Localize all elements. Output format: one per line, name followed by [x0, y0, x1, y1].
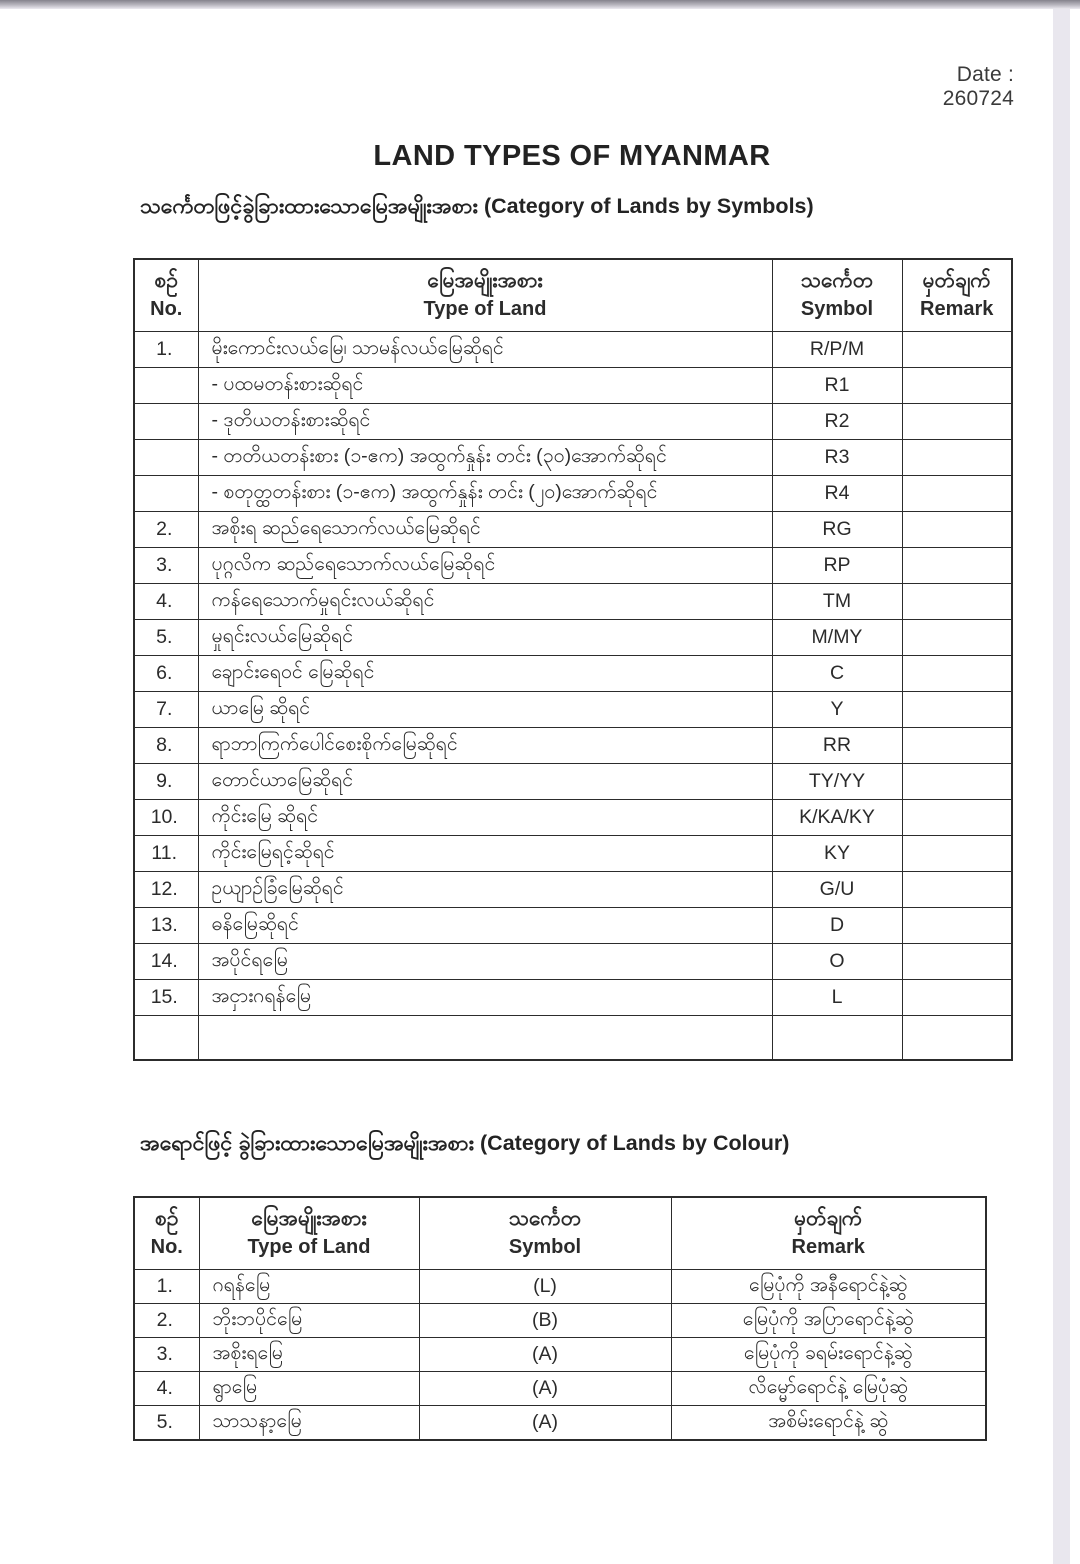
- row-number-cell: [134, 476, 198, 512]
- symbol-header-burmese: သင်္ကေတ: [800, 269, 874, 292]
- symbol-cell: G/U: [772, 872, 902, 908]
- table-row: [134, 1338, 986, 1372]
- type-header-burmese: မြေအမျိုးအစား: [427, 269, 543, 292]
- row-number-cell: 5.: [134, 620, 198, 656]
- type-header-english: Type of Land: [247, 1236, 371, 1259]
- row-number-cell: 3.: [134, 548, 198, 584]
- land-type-cell: မှုရင်းလယ်မြေဆိုရင်: [198, 620, 772, 656]
- row-number-cell: 7.: [134, 692, 198, 728]
- symbol-cell: R2: [772, 404, 902, 440]
- land-type-cell: ချောင်းရေဝင် မြေဆိုရင်: [198, 656, 772, 692]
- land-type-cell: ဘိုးဘပိုင်မြေ: [199, 1304, 419, 1338]
- land-type-cell: သာသနာ့မြေ: [199, 1406, 419, 1441]
- row-number-cell: 4.: [134, 584, 198, 620]
- row-number-cell: 15.: [134, 980, 198, 1016]
- remark-cell: [902, 872, 1012, 908]
- row-number-cell: 8.: [134, 728, 198, 764]
- table-header-row: [134, 259, 1012, 332]
- remark-column-header: [902, 259, 1012, 332]
- remark-cell: [902, 440, 1012, 476]
- symbol-cell: KY: [772, 836, 902, 872]
- symbol-header-english: Symbol: [800, 298, 874, 321]
- land-type-cell: - တတိယတန်းစား (၁-ဧက) အထွက်နှုန်း တင်း (၃၀)အောက်ဆိုရင်: [198, 440, 772, 476]
- table-row: [134, 584, 1012, 620]
- photo-top-edge: [0, 0, 1080, 9]
- page-right-edge: [1053, 9, 1070, 1564]
- type-header-burmese: မြေအမျိုးအစား: [251, 1207, 367, 1230]
- table-row: [134, 1016, 1012, 1060]
- land-type-cell: [198, 1016, 772, 1060]
- type-column-header: [199, 1197, 419, 1270]
- table-row: [134, 476, 1012, 512]
- symbol-cell: C: [772, 656, 902, 692]
- section-heading-symbols: သင်္ကေတဖြင့်ခွဲခြားထားသောမြေအမျိုးအစား (Category of Lands by Symbols): [140, 194, 814, 218]
- table-row: [134, 836, 1012, 872]
- remark-cell: [902, 764, 1012, 800]
- colours-table: [133, 1196, 987, 1441]
- row-number-cell: 2.: [134, 512, 198, 548]
- table-row: [134, 440, 1012, 476]
- date-label: Date : 260724: [942, 63, 1014, 110]
- remark-cell: [902, 656, 1012, 692]
- remark-cell: [902, 692, 1012, 728]
- no-column-header: [134, 259, 198, 332]
- table-row: [134, 368, 1012, 404]
- remark-header-english: Remark: [791, 1236, 865, 1259]
- land-type-cell: တောင်ယာမြေဆိုရင်: [198, 764, 772, 800]
- symbol-column-header: [419, 1197, 671, 1270]
- row-number-cell: 1.: [134, 332, 198, 368]
- table-row: [134, 656, 1012, 692]
- remark-cell: အစိမ်းရောင်နဲ့ ဆွဲ: [671, 1406, 986, 1441]
- table-row: [134, 800, 1012, 836]
- remark-cell: [902, 404, 1012, 440]
- row-number-cell: 10.: [134, 800, 198, 836]
- symbol-cell: K/KA/KY: [772, 800, 902, 836]
- symbol-cell: [772, 1016, 902, 1060]
- row-number-cell: 14.: [134, 944, 198, 980]
- symbol-cell: R4: [772, 476, 902, 512]
- row-number-cell: [134, 368, 198, 404]
- land-type-cell: ယာမြေ ဆိုရင်: [198, 692, 772, 728]
- row-number-cell: 11.: [134, 836, 198, 872]
- land-type-cell: ကိုင်းမြေရင့်ဆိုရင်: [198, 836, 772, 872]
- symbol-cell: RP: [772, 548, 902, 584]
- row-number-cell: 12.: [134, 872, 198, 908]
- land-type-cell: ဂရန်မြေ: [199, 1270, 419, 1304]
- table-row: [134, 548, 1012, 584]
- remark-cell: [902, 836, 1012, 872]
- symbol-cell: (L): [419, 1270, 671, 1304]
- symbol-cell: (A): [419, 1406, 671, 1441]
- table-row: [134, 1270, 986, 1304]
- table-row: [134, 728, 1012, 764]
- symbol-cell: (A): [419, 1372, 671, 1406]
- no-column-header: [134, 1197, 199, 1270]
- symbols-table: [133, 258, 1013, 1061]
- remark-cell: [902, 728, 1012, 764]
- row-number-cell: 13.: [134, 908, 198, 944]
- land-type-cell: - ဒုတိယတန်းစားဆိုရင်: [198, 404, 772, 440]
- symbol-cell: Y: [772, 692, 902, 728]
- remark-cell: [902, 944, 1012, 980]
- remark-cell: မြေပုံကို ခရမ်းရောင်နဲ့ဆွဲ: [671, 1338, 986, 1372]
- remark-cell: [902, 332, 1012, 368]
- remark-cell: [902, 908, 1012, 944]
- remark-header-english: Remark: [920, 298, 994, 321]
- symbol-cell: RR: [772, 728, 902, 764]
- land-type-cell: ဓနိမြေဆိုရင်: [198, 908, 772, 944]
- land-type-cell: အပိုင်ရမြေ: [198, 944, 772, 980]
- symbol-cell: M/MY: [772, 620, 902, 656]
- remark-cell: [902, 800, 1012, 836]
- symbol-header-english: Symbol: [508, 1236, 582, 1259]
- table-row: [134, 1372, 986, 1406]
- symbol-cell: (A): [419, 1338, 671, 1372]
- symbol-cell: R1: [772, 368, 902, 404]
- remark-cell: မြေပုံကို အပြာရောင်နဲ့ဆွဲ: [671, 1304, 986, 1338]
- symbol-cell: O: [772, 944, 902, 980]
- table-row: [134, 944, 1012, 980]
- land-type-cell: - စတုတ္ထတန်းစား (၁-ဧက) အထွက်နှုန်း တင်း (၂၀)အောက်ဆိုရင်: [198, 476, 772, 512]
- symbol-cell: R3: [772, 440, 902, 476]
- row-number-cell: 2.: [134, 1304, 199, 1338]
- table-row: [134, 1406, 986, 1441]
- row-number-cell: 6.: [134, 656, 198, 692]
- table-row: [134, 692, 1012, 728]
- page-title: LAND TYPES OF MYANMAR: [373, 140, 771, 172]
- type-column-header: [198, 259, 772, 332]
- row-number-cell: 9.: [134, 764, 198, 800]
- table-row: [134, 872, 1012, 908]
- row-number-cell: 1.: [134, 1270, 199, 1304]
- table-header-row: [134, 1197, 986, 1270]
- land-type-cell: ကန်ရေသောက်မှုရင်းလယ်ဆိုရင်: [198, 584, 772, 620]
- table-row: [134, 332, 1012, 368]
- row-number-cell: 5.: [134, 1406, 199, 1441]
- table-row: [134, 980, 1012, 1016]
- remark-cell: [902, 620, 1012, 656]
- symbol-cell: (B): [419, 1304, 671, 1338]
- no-header-english: No.: [150, 298, 183, 321]
- symbol-cell: TY/YY: [772, 764, 902, 800]
- symbol-column-header: [772, 259, 902, 332]
- land-type-cell: ကိုင်းမြေ ဆိုရင်: [198, 800, 772, 836]
- symbol-cell: D: [772, 908, 902, 944]
- land-type-cell: ဥယျာဉ်ခြံမြေဆိုရင်: [198, 872, 772, 908]
- remark-header-burmese: မှတ်ချက်: [922, 269, 991, 292]
- land-type-cell: - ပထမတန်းစားဆိုရင်: [198, 368, 772, 404]
- table-row: [134, 512, 1012, 548]
- table-row: [134, 404, 1012, 440]
- table-row: [134, 1304, 986, 1338]
- remark-cell: [902, 584, 1012, 620]
- no-header-burmese: စဉ်: [155, 1207, 179, 1230]
- table-row: [134, 764, 1012, 800]
- section-heading-colours: အရောင်ဖြင့် ခွဲခြားထားသောမြေအမျိုးအစား (Category of Lands by Colour): [140, 1131, 790, 1155]
- land-type-cell: မိုးကောင်းလယ်မြေ၊ သာမန်လယ်မြေဆိုရင်: [198, 332, 772, 368]
- remark-header-burmese: မှတ်ချက်: [794, 1207, 863, 1230]
- row-number-cell: [134, 404, 198, 440]
- symbol-cell: RG: [772, 512, 902, 548]
- remark-cell: မြေပုံကို အနီရောင်နဲ့ဆွဲ: [671, 1270, 986, 1304]
- land-type-cell: ရွာမြေ: [199, 1372, 419, 1406]
- land-type-cell: အစိုးရမြေ: [199, 1338, 419, 1372]
- remark-cell: လိမ္မော်ရောင်နဲ့ မြေပုံဆွဲ: [671, 1372, 986, 1406]
- table-row: [134, 908, 1012, 944]
- remark-cell: [902, 368, 1012, 404]
- no-header-english: No.: [150, 1236, 183, 1259]
- symbol-cell: L: [772, 980, 902, 1016]
- remark-column-header: [671, 1197, 986, 1270]
- row-number-cell: 4.: [134, 1372, 199, 1406]
- symbol-cell: TM: [772, 584, 902, 620]
- type-header-english: Type of Land: [423, 298, 547, 321]
- row-number-cell: [134, 1016, 198, 1060]
- remark-cell: [902, 512, 1012, 548]
- symbol-cell: R/P/M: [772, 332, 902, 368]
- table-row: [134, 620, 1012, 656]
- land-type-cell: အစိုးရ ဆည်ရေသောက်လယ်မြေဆိုရင်: [198, 512, 772, 548]
- remark-cell: [902, 1016, 1012, 1060]
- land-type-cell: ရာဘာကြက်ပေါင်စေးစိုက်မြေဆိုရင်: [198, 728, 772, 764]
- remark-cell: [902, 476, 1012, 512]
- row-number-cell: [134, 440, 198, 476]
- no-header-burmese: စဉ်: [154, 269, 178, 292]
- land-type-cell: အငှားဂရန်မြေ: [198, 980, 772, 1016]
- symbol-header-burmese: သင်္ကေတ: [508, 1207, 582, 1230]
- row-number-cell: 3.: [134, 1338, 199, 1372]
- remark-cell: [902, 980, 1012, 1016]
- remark-cell: [902, 548, 1012, 584]
- land-type-cell: ပုဂ္ဂလိက ဆည်ရေသောက်လယ်မြေဆိုရင်: [198, 548, 772, 584]
